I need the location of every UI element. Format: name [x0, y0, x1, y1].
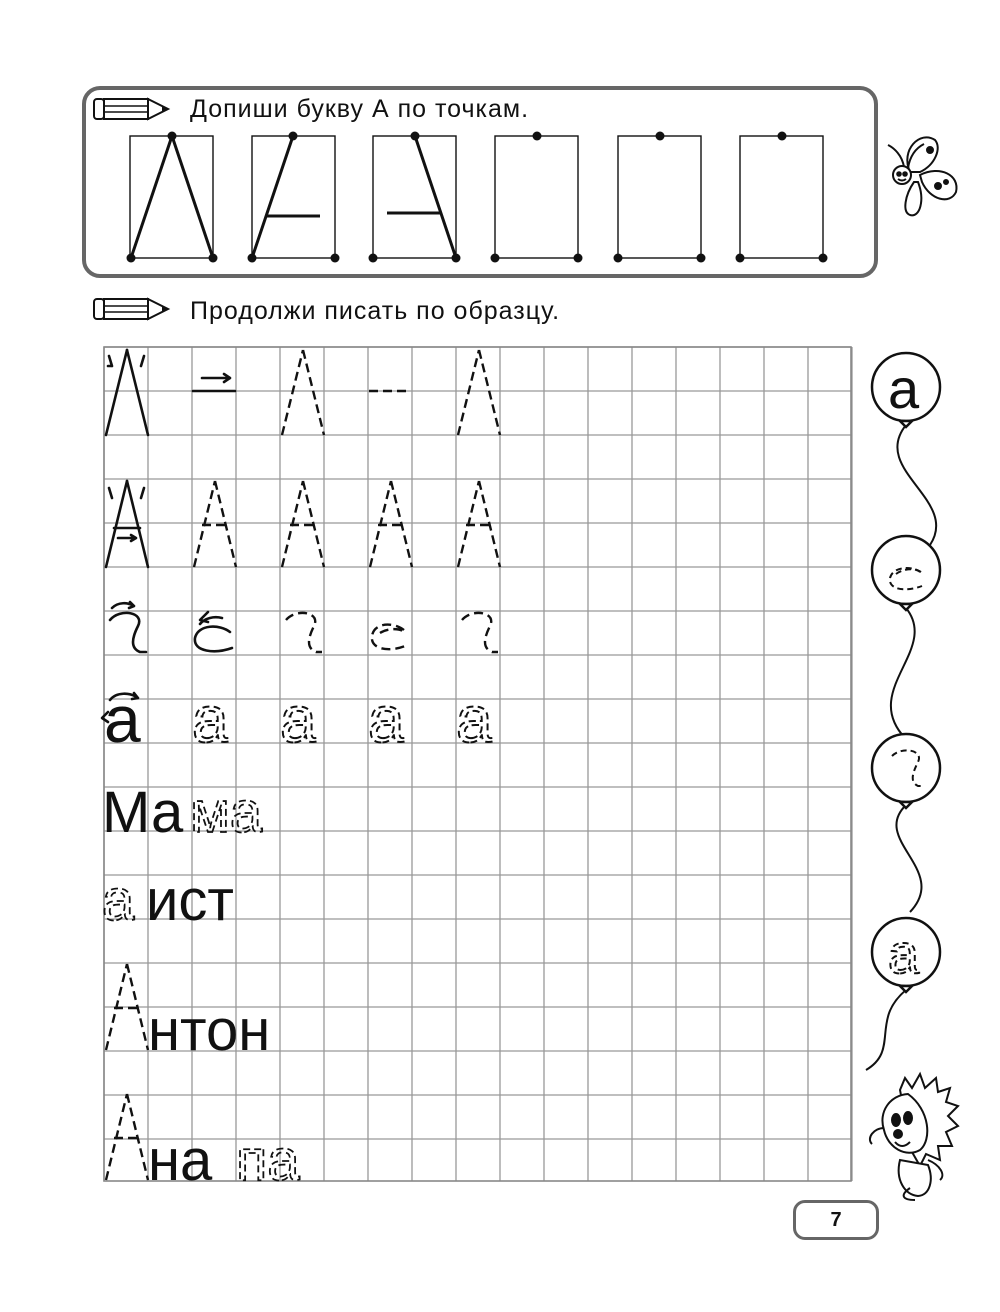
row1-practice — [106, 350, 500, 435]
row4-practice — [102, 682, 493, 756]
task2-instruction: Продолжи писать по образцу. — [190, 297, 561, 325]
row3-practice — [110, 602, 498, 652]
svg-text:a: a — [888, 357, 920, 420]
word-mama — [102, 780, 263, 845]
word-mama-solid: Ма — [102, 780, 184, 845]
word-anapa — [106, 1094, 300, 1193]
svg-text:ист: ист — [146, 868, 234, 933]
svg-text:a: a — [192, 682, 229, 756]
page-number: 7 — [793, 1200, 879, 1240]
svg-text:a: a — [280, 682, 317, 756]
balloon-a-element — [872, 536, 940, 610]
hedgehog-illustration — [870, 1074, 958, 1200]
row2-practice — [106, 481, 500, 567]
word-mama-dashed: ма — [190, 780, 263, 845]
balloon-hook-element — [872, 734, 940, 808]
balloon-a-dashed — [872, 918, 940, 992]
svg-text:a: a — [104, 682, 141, 756]
svg-text:па: па — [236, 1128, 300, 1193]
task1-instruction: Допиши букву А по точкам. — [190, 95, 530, 123]
svg-text:a: a — [368, 682, 405, 756]
svg-text:a: a — [888, 922, 920, 985]
svg-text:a: a — [456, 682, 493, 756]
svg-text:на: на — [148, 1128, 213, 1193]
svg-text:а: а — [102, 868, 135, 933]
balloon-a — [872, 353, 940, 427]
word-anton — [106, 964, 270, 1063]
word-aist — [102, 868, 234, 933]
svg-text:нтон: нтон — [148, 998, 271, 1063]
